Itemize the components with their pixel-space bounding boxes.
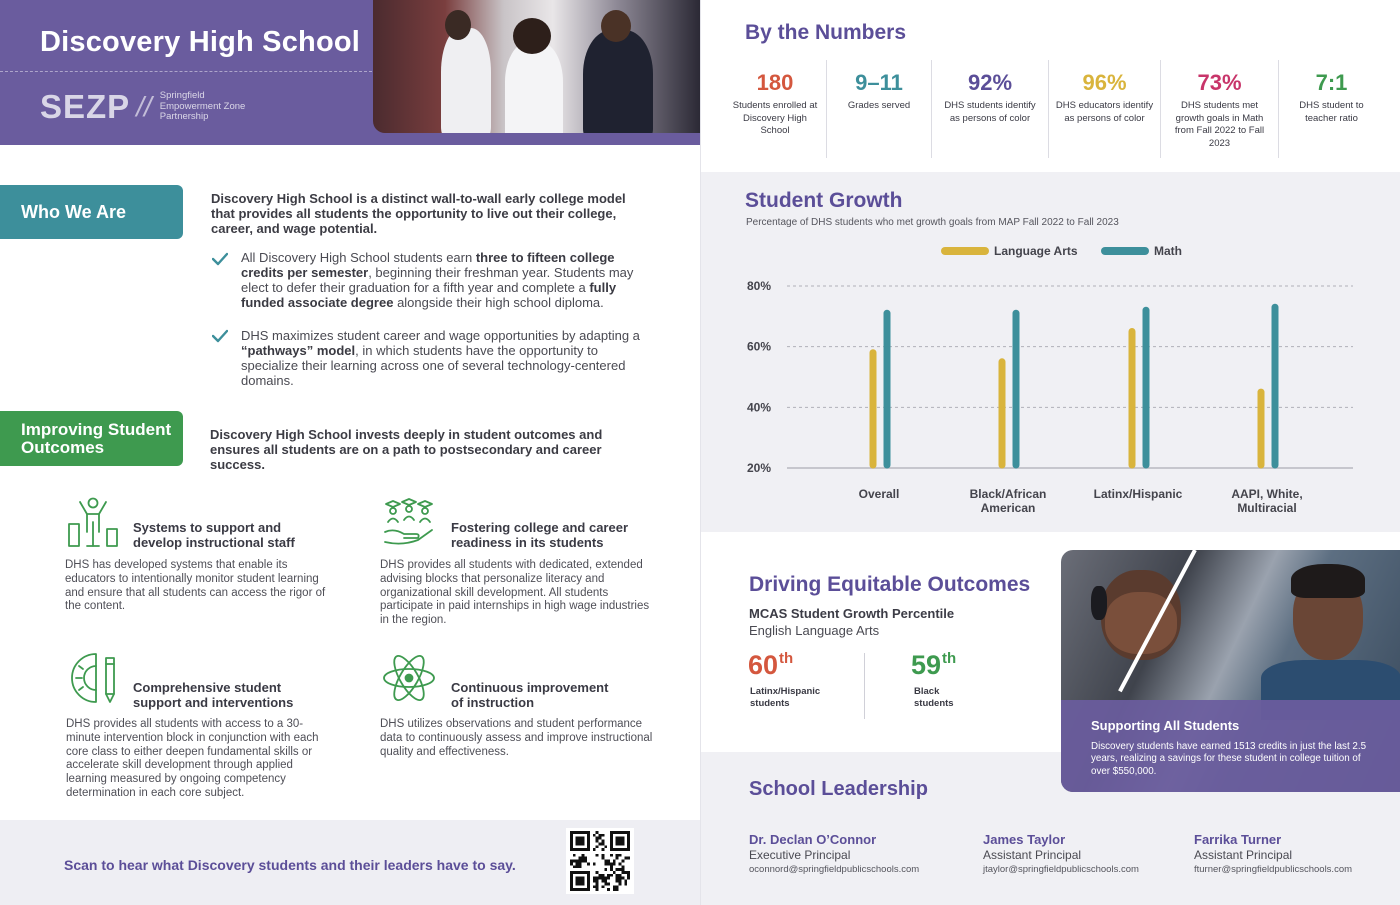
feature-title [133,680,293,710]
feature-title [451,680,608,710]
photo-figure [601,10,631,42]
stat-value: 7:1 [1315,70,1348,95]
bullet-bold: three to fifteen college credits per semester [241,250,615,280]
stat-label: DHS educators identify as persons of color [1055,100,1154,124]
feature-title-line: Fostering college and career [451,520,629,535]
subject-label: English Language Arts [749,623,880,638]
stat-item [724,60,827,158]
percentile-suffix: th [942,650,957,667]
sezp-logo [40,88,270,126]
sezp-mark: SEZP [40,88,131,125]
stat-item [1161,60,1279,158]
stat-value: 73% [1197,70,1242,95]
percentile-label-line: students [914,698,954,709]
leader-card [983,832,1139,875]
photo-figure [1091,586,1107,620]
numbers-title: By the Numbers [745,21,907,44]
leader-role: Assistant Principal [983,848,1082,862]
percentile-number: 59 [911,650,942,680]
bullet-text: DHS maximizes student career and wage opportunities by adapting a [241,328,640,343]
photo-figure [441,28,491,133]
stat-value: 180 [756,70,794,95]
qr-code[interactable] [566,828,634,894]
graduates-hand-icon [382,496,436,548]
feature-title-line: Comprehensive student [133,680,282,695]
x-tick-label-line: Black/African [969,487,1047,501]
sezp-line: Partnership [159,111,209,123]
outcomes-lead: Discovery High School invests deeply in student outcomes and ensures all students are on a path to postsecondary and career success. [210,427,603,472]
who-we-are-tab: Who We Are [0,185,183,239]
y-tick-label: 80% [747,279,772,293]
leader-card [1194,832,1352,875]
photo-figure [505,42,563,133]
photo-figure [513,18,551,54]
support-body: Discovery students have earned 1513 credits in just the last 2.5 years, realizing a savings for these student in college tuition of over $550,000. [1091,741,1367,777]
percentile-label-line: students [750,698,790,709]
stat-label: DHS students met growth goals in Math from Fall 2022 to Fall 2023 [1174,100,1265,149]
support-title: Supporting All Students [1091,718,1240,733]
percentile-latinx [748,650,793,681]
who-we-are-lead: Discovery High School is a distinct wall-to-wall early college model that provides all students the opportunity to live out their college, career, and wage potential. [211,191,626,236]
school-title: Discovery High School [40,26,361,58]
stat-label: DHS students identify as persons of color [944,100,1036,124]
bullet-text: , in which students have the opportunity to specialize their learning across one of several technology-centered domains. [241,343,626,388]
x-tick-label-line: Multiracial [1237,501,1297,515]
feature-body: DHS provides all students with access to a 30-minute intervention block in conjunction with each core class to either deepen fundamental skills or accelerate skill development through applied learning measured by ongoing competency determination in each core subject. [66,718,319,799]
equity-title: Driving Equitable Outcomes [749,573,1031,596]
feature-body: DHS provides all students with dedicated, extended advising blocks that personalize literacy and organizational skill development. All students participate in paid internships in high wage industries in the region. [380,559,650,627]
percentile-label-line: Latinx/Hispanic [750,686,821,697]
stat-value: 96% [1082,70,1127,95]
bullet-bold: fully funded associate degree [241,280,617,310]
x-tick-label-line: Latinx/Hispanic [1093,487,1183,501]
stat-item [1049,60,1161,158]
footer-cta: Scan to hear what Discovery students and their leaders have to say. [64,857,516,873]
bullet-bold: “pathways” model [241,343,356,358]
sezp-line: Empowerment Zone [159,100,246,112]
bullet-text: alongside their high school diploma. [393,295,604,310]
leader-email[interactable]: jtaylor@springfieldpublicschools.com [983,864,1139,875]
mcas-label: MCAS Student Growth Percentile [749,606,955,621]
photo-figure [445,10,471,40]
sezp-line: Springfield [159,90,205,102]
supporting-students-box [1061,700,1400,792]
checkmark-icon [212,252,228,266]
atom-icon [382,652,436,704]
outcomes-tab [0,411,183,466]
stat-label: DHS student to teacher ratio [1299,100,1364,124]
x-tick-label-line: American [980,501,1036,515]
stat-value: 9–11 [855,70,903,95]
leader-card [749,832,919,875]
bullet-pathways [241,328,641,388]
stat-label: Students enrolled at Discovery High School [732,100,818,136]
percentile-suffix: th [779,650,794,667]
bullet-credits [241,250,641,310]
hero-divider [0,71,372,72]
feature-title-line: readiness in its students [451,535,604,550]
legend-label: Math [1154,244,1182,258]
percentile-black [911,650,956,681]
leader-name: Farrika Turner [1194,832,1282,847]
bullet-text: , beginning their freshman year. Students may elect to defer their graduation for a fifth year and complete a [241,265,634,295]
feature-body: DHS utilizes observations and student performance data to continuously assess and improve instructional quality and effectiveness. [380,718,653,758]
photo-figure [1291,564,1365,598]
x-tick-label [859,487,900,501]
leadership-title: School Leadership [749,778,928,800]
x-tick-label-line: Overall [858,487,900,501]
qr-code-image [569,831,631,891]
leader-role: Executive Principal [749,848,851,862]
percentile-number: 60 [748,650,779,680]
right-page [700,0,1400,905]
sezp-text [160,91,270,123]
tab-line: Improving Student [21,420,172,439]
leader-name: Dr. Declan O’Connor [749,832,877,847]
percentile-label [750,686,820,710]
stats-row [724,60,1384,158]
sezp-slash: // [136,91,152,122]
leader-name: James Taylor [983,832,1066,847]
feature-title [451,520,628,550]
tab-line: Outcomes [21,438,105,457]
feature-title-line: Systems to support and [133,520,282,535]
hallway-photo [373,0,700,133]
leader-role: Assistant Principal [1194,848,1293,862]
percentile-label-line: Black [914,686,940,697]
y-tick-label: 40% [747,400,772,415]
x-tick-label-line: AAPI, White, [1231,487,1303,501]
percentile-divider [864,653,865,719]
leader-email[interactable]: fturner@springfieldpublicschools.com [1194,864,1353,875]
legend-label: Language Arts [994,244,1078,258]
feature-title-line: develop instructional staff [133,535,295,550]
feature-title-line: of instruction [451,695,535,710]
feature-title-line: support and interventions [133,695,294,710]
student-growth-chart [701,232,1400,532]
feature-title-line: Continuous improvement [451,680,609,695]
bullet-text: All Discovery High School students earn [241,250,476,265]
y-tick-label: 60% [747,339,772,354]
x-tick-label [970,487,1047,515]
y-tick-label: 20% [747,461,772,475]
staff-support-icon [66,496,120,548]
stat-label: Grades served [847,100,911,111]
growth-title: Student Growth [745,189,903,212]
x-tick-label [1094,487,1183,501]
feature-body: DHS has developed systems that enable its educators to intentionally monitor student learning and ensure that all students can access the rigor of the content. [65,559,326,613]
stat-item [932,60,1049,158]
leader-email[interactable]: oconnord@springfieldpublicschools.com [749,864,920,875]
percentile-label [914,686,954,710]
feature-title [133,520,295,550]
photo-figure [583,30,653,133]
stat-item [827,60,932,158]
checkmark-icon [212,329,228,343]
growth-subtitle: Percentage of DHS students who met growth goals from MAP Fall 2022 to Fall 2023 [746,217,1119,228]
x-tick-label [1231,487,1302,515]
protractor-pencil-icon [66,652,120,704]
stat-value: 92% [967,70,1013,95]
stat-item [1279,60,1384,158]
